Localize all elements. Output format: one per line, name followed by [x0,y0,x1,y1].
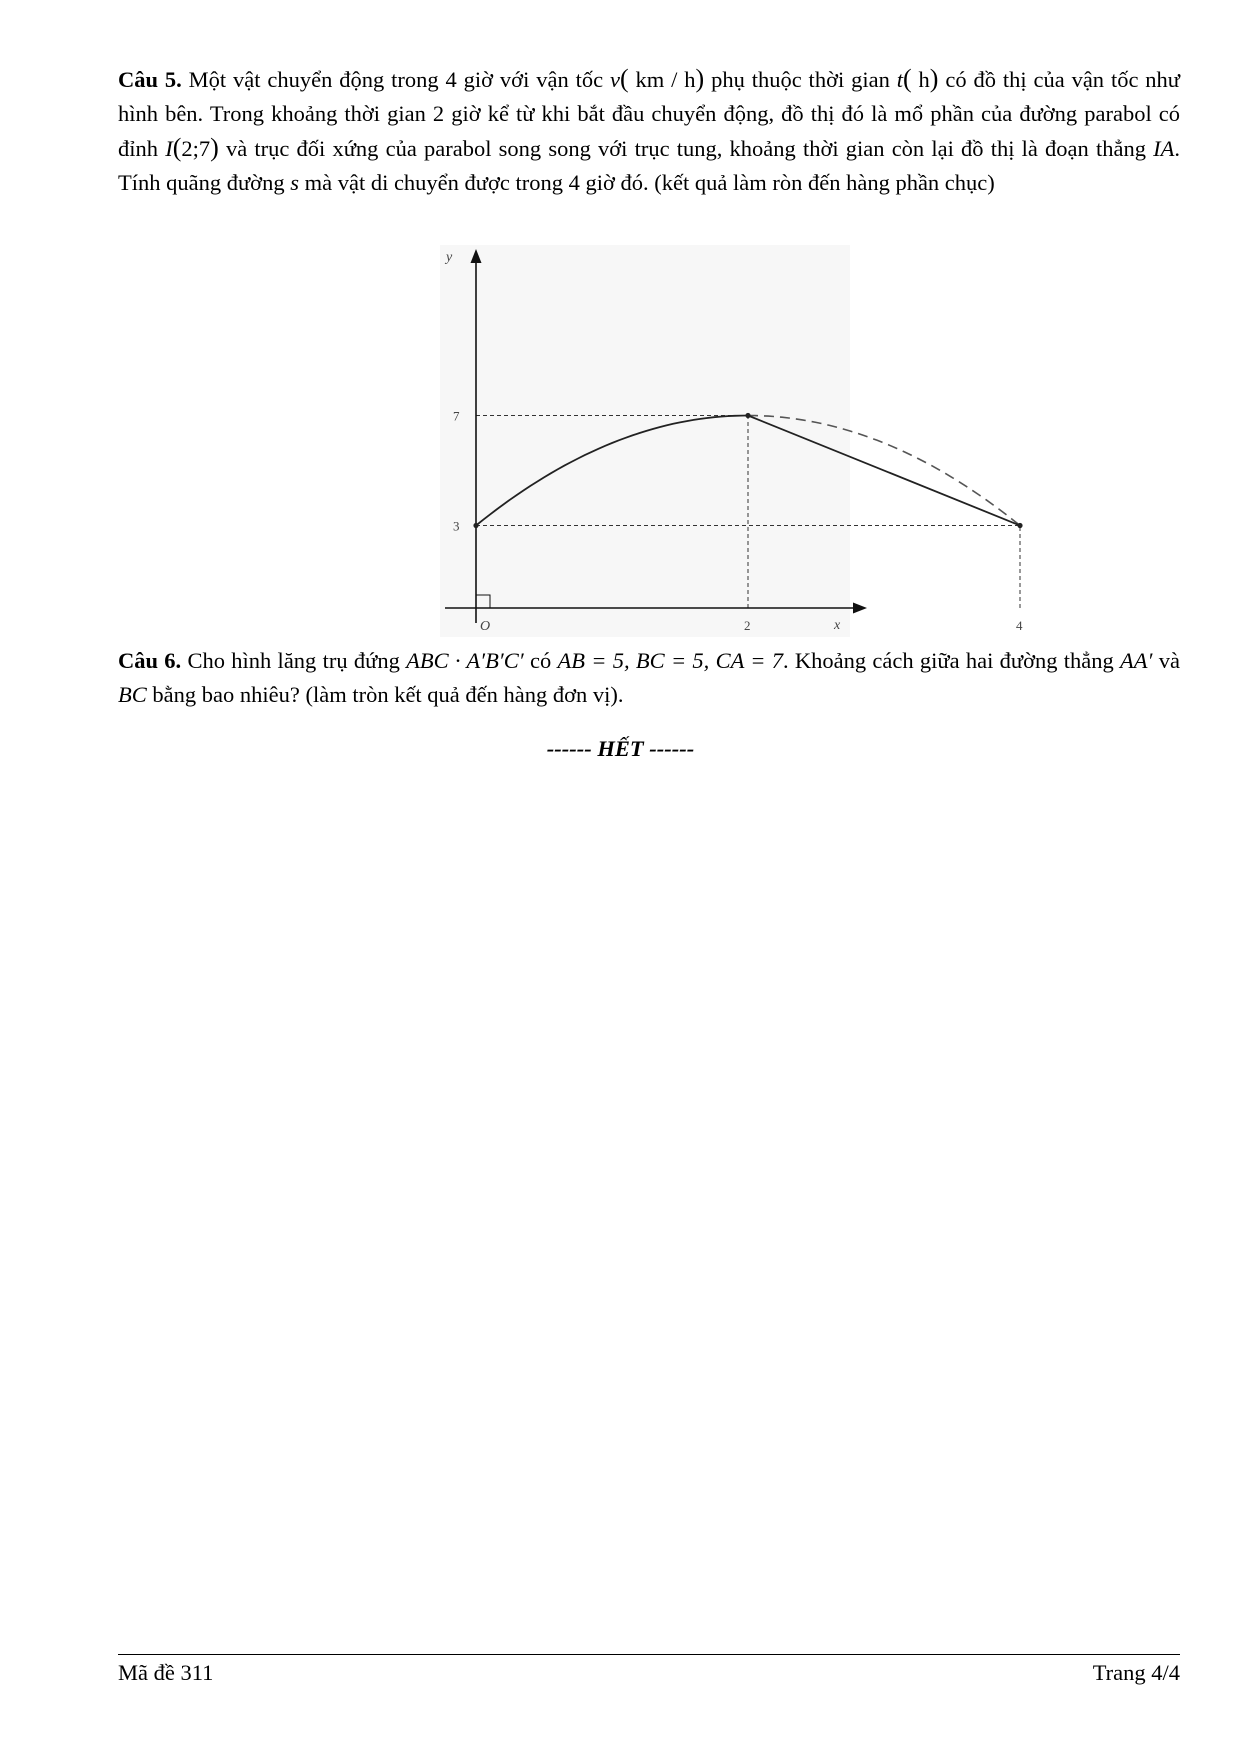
question-5-text: phụ thuộc thời gian [704,67,897,92]
x-tick-2: 2 [744,618,751,633]
footer-divider [118,1654,1180,1655]
question-6-text: có [523,648,558,673]
question-6-label: Câu 6. [118,648,182,673]
vertex-name: I [165,136,173,161]
page-number: Trang 4/4 [1092,1660,1180,1685]
y-tick-7: 7 [453,408,460,424]
exam-code: Mã đề 311 [118,1660,214,1685]
graph-background [440,245,850,637]
velocity-symbol: v [609,67,620,92]
end-mark: ------ HẾT ------ [546,736,695,761]
question-6-text: Cho hình lăng trụ đứng [181,648,407,673]
question-6-text: bằng bao nhiêu? (làm tròn kết quả đến hàng đơn vị). [146,682,624,707]
question-5-text: mà vật di chuyển được trong 4 giờ đó. (kết quả làm ròn đến hàng phần chục) [298,170,995,195]
graph-point-2 [1017,523,1022,528]
time-unit: h [918,67,930,92]
x-tick-4: 4 [1016,618,1023,633]
segment-name: IA [1153,136,1175,161]
line-bc: BC [118,682,147,707]
graph-point-0 [473,523,478,528]
y-tick-3: 3 [453,518,460,534]
line-aa-prime: AA′ [1120,648,1153,673]
question-5-label: Câu 5. [118,67,182,92]
question-6-text: và [1152,648,1180,673]
origin-label: O [480,619,491,634]
question-5-text: Một vật chuyển động trong 4 giờ với vận tốc [181,67,610,92]
question-5-text: . Tính quãng đường [118,136,1180,195]
velocity-graph [420,245,1023,640]
x-axis-arrow [853,603,867,614]
graph-point-1 [745,413,750,418]
vertex-coords: 2;7 [181,136,211,161]
distance-symbol: s [290,170,299,195]
side-lengths: AB = 5, BC = 5, CA = 7 [557,648,783,673]
question-6 [118,644,1180,712]
velocity-unit: km / h [635,67,696,92]
question-5-text: có đồ thị của vận tốc như hình bên. Trong khoảng thời gian 2 giờ kể từ khi bắt đầu chuyển động, đồ thị đó là mổ phần của đường parabol có đỉnh [118,67,1181,161]
question-6-text: . Khoảng cách giữa hai đường thẳng [782,648,1121,673]
time-symbol: t [896,67,903,92]
x-axis-label: x [834,618,841,633]
y-axis-label: y [446,250,453,265]
question-5: Câu 5. Một vật chuyển động trong 4 giờ với vận tốc v( km / h) phụ thuộc thời gian t( h) có đồ thị của vận tốc như hình bên. Trong khoảng thời gian 2 giờ kể từ khi bắt đầu chuyển động, đồ thị đó là mổ phần của đường parabol có đỉnh I(2;7) và trục đối xứng của parabol song song với trục tung, khoảng thời gian còn lại đồ thị là đoạn thẳng IA. Tính quãng đường s mà vật di chuyển được trong 4 giờ đó. (kết quả làm ròn đến hàng phần chục) [118,64,1181,195]
question-5-text: và trục đối xứng của parabol song song với trục tung, khoảng thời gian còn lại đồ thị là đoạn thẳng [218,136,1154,161]
prism-name: ABC · A′B′C′ [406,648,524,673]
